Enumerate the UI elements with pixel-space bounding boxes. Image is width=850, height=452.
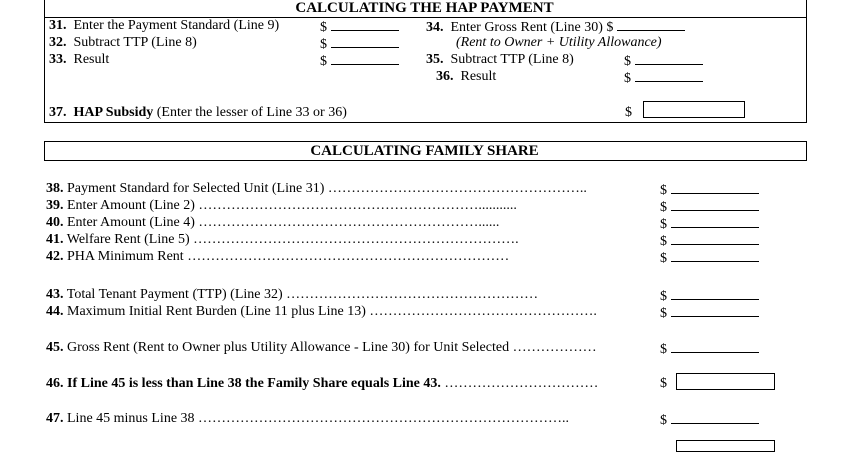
line-35 [426, 52, 574, 68]
line-32-input[interactable] [331, 35, 399, 48]
line-39-amount: $ [660, 198, 759, 216]
line-35-input[interactable] [635, 52, 703, 65]
line-39-dots: ……………………………………………………........... [198, 198, 517, 213]
line-35-text: Subtract TTP (Line 8) [450, 52, 574, 67]
line-34-input[interactable] [617, 18, 685, 31]
line-44-num: 44. [46, 304, 64, 319]
currency-symbol: $ [320, 37, 327, 52]
currency-symbol: $ [320, 20, 327, 35]
line-41-dots: ……………………………………………………………. [193, 232, 519, 247]
line-33-num: 33. [49, 52, 67, 67]
line-42-input[interactable] [671, 249, 759, 262]
line-46 [46, 376, 598, 392]
line-38-input[interactable] [671, 181, 759, 194]
line-40-amount: $ [660, 215, 759, 233]
line-41-text: Welfare Rent (Line 5) [66, 232, 190, 247]
line-42-text: PHA Minimum Rent [67, 249, 184, 264]
line-44 [46, 304, 597, 320]
line-40-input[interactable] [671, 215, 759, 228]
line-41-input[interactable] [671, 232, 759, 245]
line-41-amount: $ [660, 232, 759, 250]
next-line-input[interactable] [676, 440, 775, 452]
line-32-num: 32. [49, 35, 67, 50]
line-43-text: Total Tenant Payment (TTP) (Line 32) [66, 287, 283, 302]
line-43-amount: $ [660, 287, 759, 305]
line-36-input[interactable] [635, 69, 703, 82]
line-38-dots: ……………………………………………….. [327, 181, 587, 196]
line-42-amount: $ [660, 249, 759, 267]
line-41 [46, 232, 519, 248]
line-36-amount [624, 69, 703, 87]
line-45-input[interactable] [671, 340, 759, 353]
line-37-num: 37. [49, 105, 67, 120]
family-share-input[interactable] [676, 373, 775, 390]
line-37-currency: $ [625, 105, 632, 120]
line-46-dots: …………………………… [444, 376, 599, 391]
line-40-text: Enter Amount (Line 4) [67, 215, 195, 230]
line-47 [46, 411, 569, 427]
line-33-text: Result [73, 52, 110, 67]
line-44-input[interactable] [671, 304, 759, 317]
line-42-dots: …………………………………………………………… [187, 249, 510, 264]
line-45 [46, 340, 597, 356]
line-47-dots: …………………………………………………………………….. [198, 411, 570, 426]
line-33-amount [320, 52, 399, 70]
line-34-subtext: (Rent to Owner + Utility Allowance) [456, 35, 662, 50]
line-39-text: Enter Amount (Line 2) [67, 198, 195, 213]
line-42 [46, 249, 509, 265]
line-31-amount [320, 18, 399, 36]
line-31-input[interactable] [331, 18, 399, 31]
line-39-input[interactable] [671, 198, 759, 211]
line-36 [436, 69, 496, 85]
line-43-dots: ……………………………………………… [286, 287, 539, 302]
line-44-text: Maximum Initial Rent Burden (Line 11 plus Line 13) [67, 304, 366, 319]
line-35-amount [624, 52, 703, 70]
line-34 [426, 18, 685, 36]
currency-symbol: $ [624, 71, 631, 86]
line-44-dots: …………………………………………. [369, 304, 597, 319]
line-34-num: 34. [426, 20, 444, 35]
line-38-text: Payment Standard for Selected Unit (Line 31) [67, 181, 325, 196]
line-37 [49, 105, 347, 121]
line-39 [46, 198, 517, 214]
line-31-text: Enter the Payment Standard (Line 9) [73, 18, 280, 33]
line-31-num: 31. [49, 18, 67, 33]
line-41-num: 41. [46, 232, 64, 247]
line-46-text: If Line 45 is less than Line 38 the Family Share equals Line 43. [67, 376, 441, 391]
line-36-text: Result [460, 69, 497, 84]
line-36-num: 36. [436, 69, 454, 84]
currency-symbol: $ [624, 54, 631, 69]
line-45-dots: ……………… [512, 340, 597, 355]
line-46-num: 46. [46, 376, 64, 391]
line-32 [49, 35, 197, 51]
line-35-num: 35. [426, 52, 444, 67]
line-31 [49, 18, 279, 34]
line-43-num: 43. [46, 287, 64, 302]
line-32-text: Subtract TTP (Line 8) [73, 35, 197, 50]
line-37-label: HAP Subsidy [73, 105, 154, 120]
line-32-amount [320, 35, 399, 53]
hap-subsidy-input[interactable] [643, 101, 745, 118]
line-47-num: 47. [46, 411, 64, 426]
line-47-amount: $ [660, 411, 759, 429]
hap-section-title: CALCULATING THE HAP PAYMENT [295, 0, 554, 16]
line-38-amount: $ [660, 181, 759, 199]
line-39-num: 39. [46, 198, 64, 213]
line-40-num: 40. [46, 215, 64, 230]
line-40-dots: ……………………………………………………...... [198, 215, 500, 230]
line-33 [49, 52, 109, 68]
line-38-num: 38. [46, 181, 64, 196]
line-47-text: Line 45 minus Line 38 [67, 411, 195, 426]
line-37-text: (Enter the lesser of Line 33 or 36) [156, 105, 347, 120]
line-44-amount: $ [660, 304, 759, 322]
line-43-input[interactable] [671, 287, 759, 300]
line-38 [46, 181, 587, 197]
line-33-input[interactable] [331, 52, 399, 65]
line-42-num: 42. [46, 249, 64, 264]
line-34-text: Enter Gross Rent (Line 30) [450, 20, 603, 35]
family-section-title: CALCULATING FAMILY SHARE [310, 143, 539, 159]
line-45-amount: $ [660, 340, 759, 358]
line-46-currency: $ [660, 376, 667, 391]
line-47-input[interactable] [671, 411, 759, 424]
line-45-text: Gross Rent (Rent to Owner plus Utility Allowance - Line 30) for Unit Selected [67, 340, 510, 355]
line-45-num: 45. [46, 340, 64, 355]
line-40 [46, 215, 499, 231]
line-43 [46, 287, 538, 303]
currency-symbol: $ [606, 20, 614, 35]
currency-symbol: $ [320, 54, 327, 69]
